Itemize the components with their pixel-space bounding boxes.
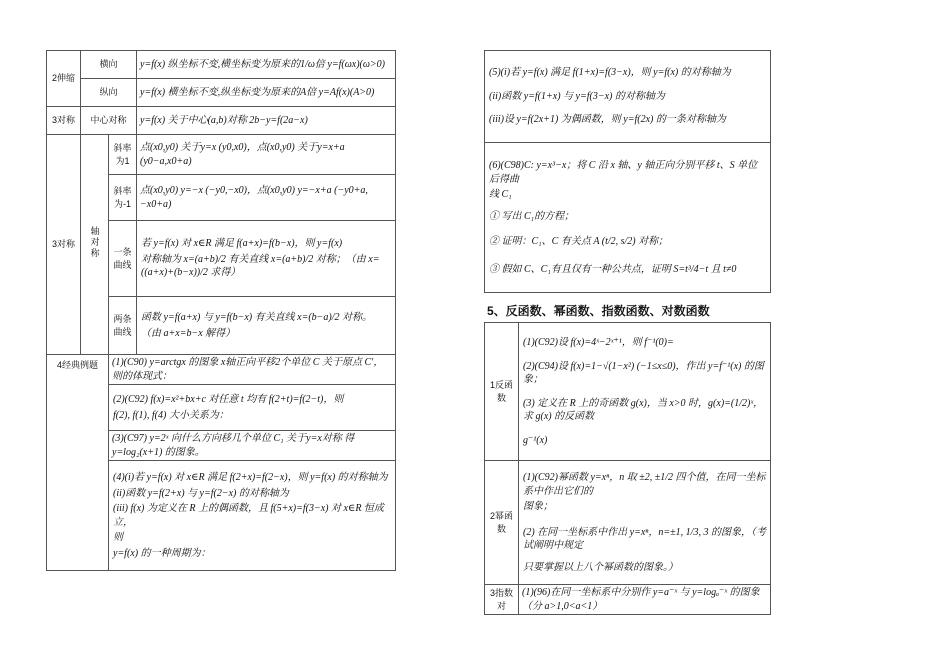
example4-cell bbox=[109, 461, 396, 571]
right-block1-row bbox=[485, 51, 771, 143]
inverse-cell bbox=[519, 323, 771, 461]
right-block2-line3: ① 写出 C₁的方程； bbox=[489, 210, 575, 222]
power-line3: (2) 在同一坐标系中作出 y=xⁿ，n=±1, 1/3, 3 的图象，（考试阐明中规定 bbox=[523, 526, 766, 551]
slope1-label: 斜率为1 bbox=[109, 135, 137, 175]
right-block2-row bbox=[485, 143, 771, 293]
example2-line2: f(2), f(1), f(4) 大小关系为： bbox=[113, 409, 229, 421]
stretch-vertical-row bbox=[47, 79, 396, 107]
center-symmetry-formula: y=f(x) 关于中心(a,b)对称 2b−y=f(2a−x) bbox=[137, 107, 396, 135]
horizontal-label: 横向 bbox=[81, 51, 137, 79]
right-block2-line1: (6)(C98)C: y=x³−x；将 C 沿 x 轴、y 轴正向分别平移 t、S 单位后得曲 bbox=[489, 160, 758, 185]
examples-label: 4经典例题 bbox=[47, 355, 109, 571]
right-block1-line1: (5)(i)若 y=f(x) 满足 f(1+x)=f(3−x)，则 y=f(x) 的对称轴为 bbox=[489, 67, 731, 79]
inverse-label: 1反函数 bbox=[485, 323, 519, 461]
power-cell bbox=[519, 461, 771, 585]
center-symmetry-row bbox=[47, 107, 396, 135]
axis-symmetry-sublabel bbox=[81, 135, 109, 355]
example4-line5: y=f(x) 的一种周期为： bbox=[113, 547, 211, 559]
example4-line3: (iii) f(x) 为定义在 R 上的偶函数，且 f(5+x)=f(3−x) 对 x∈R 恒成立， bbox=[113, 503, 384, 528]
section-title: 5、反函数、幂函数、指数函数、对数函数 bbox=[487, 304, 710, 318]
power-line1: (1)(C92)幂函数 y=xⁿ，n 取 ±2, ±1/2 四个值，在同一坐标系中作出它们的 bbox=[523, 472, 766, 497]
horizontal-formula: y=f(x) 纵坐标不变,横坐标变为原来的1/ω倍 y=f(ωx)(ω>0) bbox=[137, 51, 396, 79]
left-table bbox=[46, 50, 396, 571]
right-table-bottom bbox=[484, 322, 771, 615]
example4-line4: 则 bbox=[113, 532, 123, 543]
slope1-row bbox=[47, 135, 396, 175]
example4-line2: (ii)函数 y=f(2+x) 与 y=f(2−x) 的对称轴为 bbox=[113, 487, 289, 499]
two-curve-line2: （由 a+x=b−x 解得） bbox=[141, 327, 236, 339]
example3: (3)(C97) y=2ˣ 向什么方向移几个单位 C₁ 关于y=x对称 得 y=log₂(x+1) 的图象。 bbox=[109, 431, 396, 461]
exp-log-row bbox=[485, 585, 771, 615]
slope1-text: 点(x0,y0) 关于y=x (y0,x0)，点(x0,y0) 关于y=x+a (y0−a,x0+a) bbox=[137, 135, 396, 175]
power-line2: 图象； bbox=[523, 501, 553, 512]
center-symmetry-sublabel: 中心对称 bbox=[81, 107, 137, 135]
inverse-line4: g⁻¹(x) bbox=[523, 434, 548, 446]
right-block2-line2: 线 C₁ bbox=[489, 189, 512, 200]
exp-log-line1: (1)(96)在同一坐标系中分别作 y=a⁻ˣ 与 y=logₐ⁻ˣ 的图象（分 a>1,0<a<1） bbox=[519, 585, 771, 615]
two-curve-line1: 函数 y=f(a+x) 与 y=f(b−x) 有关直线 x=(b−a)/2 对称。 bbox=[141, 312, 373, 323]
inverse-line1: (1)(C92)设 f(x)=4ˣ−2ˣ⁺¹，则 f⁻¹(0)= bbox=[523, 337, 674, 348]
one-curve-line2: 对称轴为 x=(a+b)/2 有关直线 x=(a+b)/2 对称；（由 x=((a+x)+(b−x))/2 求得） bbox=[141, 253, 380, 279]
stretch-label: 2伸缩 bbox=[47, 51, 81, 107]
right-table-top bbox=[484, 50, 771, 293]
two-curve-label: 两条曲线 bbox=[109, 297, 137, 355]
right-block1-line3: (iii)设 y=f(2x+1) 为偶函数，则 y=f(2x) 的一条对称轴为 bbox=[489, 114, 726, 126]
slope-neg1-text: 点(x0,y0) y=−x (−y0,−x0)，点(x0,y0) y=−x+a (−y0+a,−x0+a) bbox=[137, 175, 396, 221]
power-line4: 只要掌握以上八个幂函数的图象。） bbox=[523, 561, 678, 573]
inverse-row bbox=[485, 323, 771, 461]
one-curve-cell bbox=[137, 221, 396, 297]
power-label: 2幂函数 bbox=[485, 461, 519, 585]
right-block2-line4: ② 证明：C₁、C 有关点 A (t/2, s/2) 对称； bbox=[489, 236, 669, 247]
center-symmetry-label: 3对称 bbox=[47, 107, 81, 135]
one-curve-label: 一条曲线 bbox=[109, 221, 137, 297]
right-block1-line2: (ii)函数 y=f(1+x) 与 y=f(3−x) 的对称轴为 bbox=[489, 90, 665, 102]
vertical-formula: y=f(x) 横坐标不变,纵坐标变为原来的A倍 y=Af(x)(A>0) bbox=[137, 79, 396, 107]
axis-symmetry-label: 3对称 bbox=[47, 135, 81, 355]
axis-symmetry-sublabel-text: 轴对称 bbox=[89, 226, 100, 260]
right-block2-line5: ③ 假如 C、C₁有且仅有一种公共点，证明 S=t³/4−t 且 t≠0 bbox=[489, 263, 737, 275]
example1: (1)(C90) y=arctgx 的图象 x轴正向平移2个单位 C 关于原点 C′，则的体现式： bbox=[109, 355, 396, 385]
right-block2-cell bbox=[485, 143, 771, 293]
example2-cell bbox=[109, 385, 396, 431]
example2-line1: (2)(C92) f(x)=x²+bx+c 对任意 t 均有 f(2+t)=f(2−t)，则 bbox=[113, 394, 344, 405]
example1-row bbox=[47, 355, 396, 385]
slope-neg1-label: 斜率为-1 bbox=[109, 175, 137, 221]
inverse-line2: (2)(C94)设 f(x)=1−√(1−x²) (−1≤x≤0)，作出 y=f⁻¹(x) 的图象； bbox=[523, 360, 764, 385]
example4-line1: (4)(i)若 y=f(x) 对 x∈R 满足 f(2+x)=f(2−x)，则 y=f(x) 的对称轴为 bbox=[113, 472, 388, 483]
power-row bbox=[485, 461, 771, 585]
right-block1-cell bbox=[485, 51, 771, 143]
inverse-line3: (3) 定义在 R 上的奇函数 g(x)，当 x>0 时，g(x)=(1/2)ˣ，求 g(x) 的反函数 bbox=[523, 397, 764, 422]
stretch-horizontal-row bbox=[47, 51, 396, 79]
one-curve-line1: 若 y=f(x) 对 x∈R 满足 f(a+x)=f(b−x)，则 y=f(x) bbox=[141, 238, 343, 250]
exp-log-label: 3指数对 bbox=[485, 585, 519, 615]
two-curve-cell bbox=[137, 297, 396, 355]
vertical-label: 纵向 bbox=[81, 79, 137, 107]
